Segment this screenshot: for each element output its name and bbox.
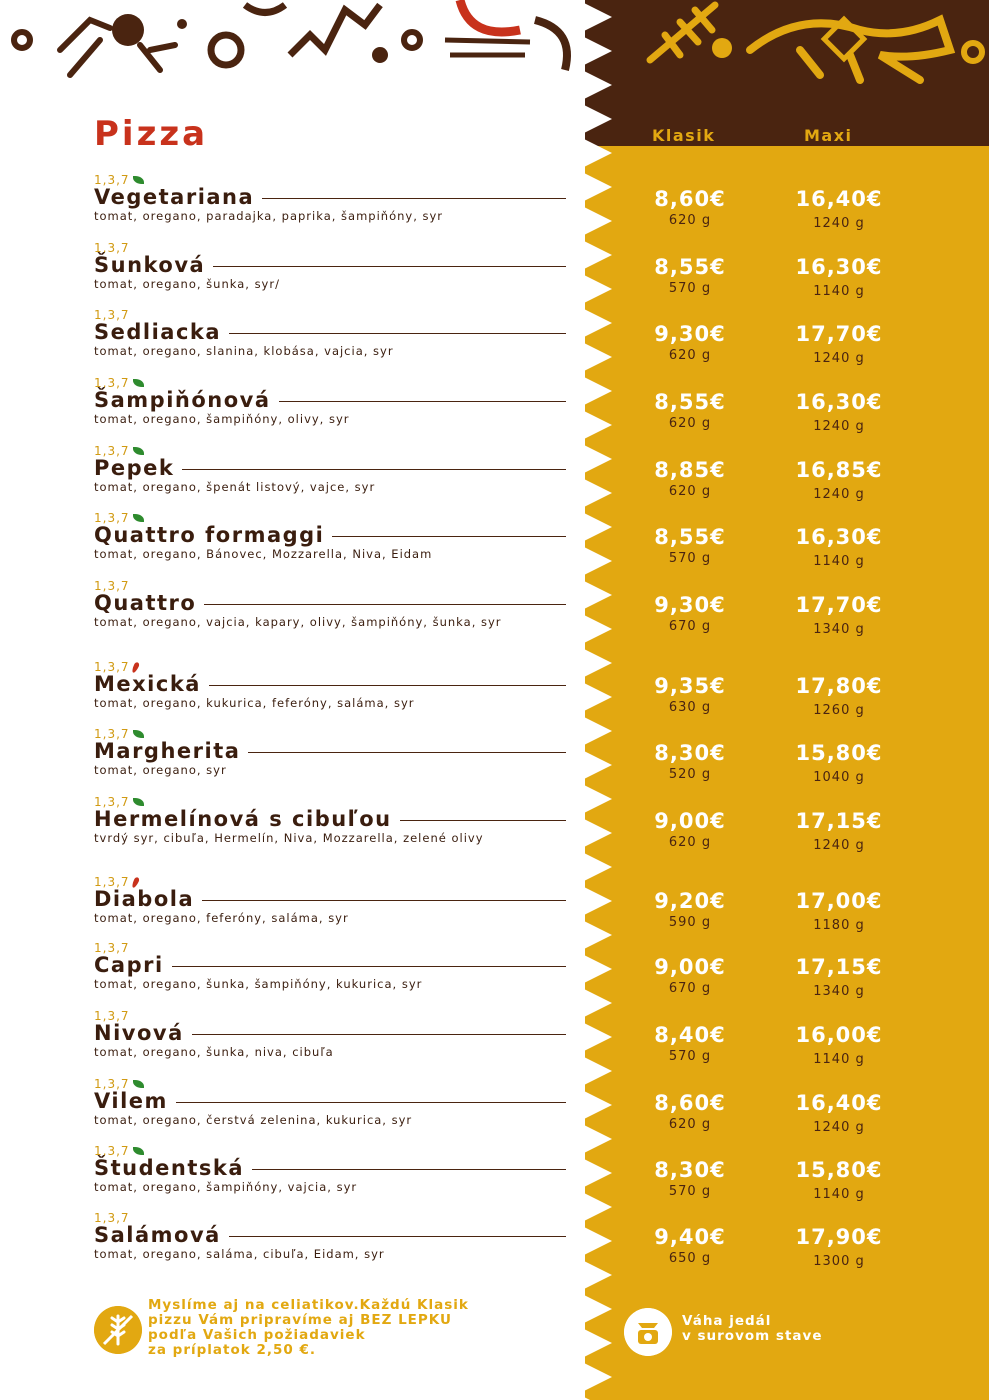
weight-maxi: 1240 g	[813, 351, 865, 366]
zigzag-ornament	[290, 5, 380, 55]
item-divider-line	[400, 820, 566, 821]
allergen-codes: 1,3,7	[94, 376, 144, 390]
item-name: Študentská	[94, 1156, 245, 1180]
gluten-free-text	[148, 1298, 568, 1358]
weight-klasik: 590 g	[668, 915, 712, 930]
weight-klasik: 620 g	[668, 1117, 712, 1132]
item-ingredients: tomat, oregano, paradajka, paprika, šampiňóny, syr	[94, 209, 444, 223]
allergen-codes: 1,3,7	[94, 941, 130, 955]
gluten-line-2: pizzu Vám pripravíme aj BEZ LEPKU	[148, 1312, 452, 1328]
item-divider-line	[182, 469, 566, 470]
price-klasik: 9,30€	[654, 593, 726, 617]
vegetarian-leaf-icon	[133, 730, 144, 738]
price-klasik: 8,30€	[654, 741, 726, 765]
price-maxi: 15,80€	[795, 741, 883, 765]
price-klasik: 9,40€	[654, 1225, 726, 1249]
item-name: Hermelínová s cibuľou	[94, 807, 392, 831]
price-klasik: 9,35€	[654, 674, 726, 698]
spiral-ornament	[460, 0, 520, 32]
weight-klasik: 570 g	[668, 1184, 712, 1199]
weight-maxi: 1040 g	[813, 770, 865, 785]
weight-maxi: 1340 g	[813, 622, 865, 637]
page-title: Pizza	[94, 114, 209, 154]
menu-item	[0, 941, 989, 1009]
weight-klasik: 630 g	[668, 700, 712, 715]
item-name: Sedliacka	[94, 320, 222, 344]
price-maxi: 17,90€	[795, 1225, 883, 1249]
weight-maxi: 1140 g	[813, 1187, 865, 1202]
vegetarian-leaf-icon	[133, 514, 144, 522]
item-divider-line	[332, 536, 566, 537]
weight-klasik: 620 g	[668, 835, 712, 850]
price-klasik: 8,55€	[654, 525, 726, 549]
weight-maxi: 1300 g	[813, 1254, 865, 1269]
item-divider-line	[202, 900, 566, 901]
curve-ornament	[245, 5, 285, 13]
menu-item	[0, 1077, 989, 1145]
weight-klasik: 670 g	[668, 619, 712, 634]
item-name-row	[94, 887, 566, 911]
vegetarian-leaf-icon	[133, 379, 144, 387]
price-maxi: 17,15€	[795, 955, 883, 979]
item-ingredients: tomat, oregano, Bánovec, Mozzarella, Niva, Eidam	[94, 547, 433, 561]
ring-ornament	[211, 35, 241, 65]
price-klasik: 9,00€	[654, 809, 726, 833]
gluten-line-4: za príplatok 2,50 €.	[148, 1342, 316, 1358]
item-ingredients: tomat, oregano, šunka, šampiňóny, kukurica, syr	[94, 977, 423, 991]
vegetarian-leaf-icon	[133, 1080, 144, 1088]
item-ingredients: tomat, oregano, čerstvá zelenina, kukurica, syr	[94, 1113, 413, 1127]
price-klasik: 9,20€	[654, 889, 726, 913]
weight-klasik: 650 g	[668, 1251, 712, 1266]
frog-ornament-body	[112, 14, 144, 46]
menu-item	[0, 660, 989, 728]
allergen-codes: 1,3,7	[94, 1144, 144, 1158]
allergen-codes: 1,3,7	[94, 308, 130, 322]
price-maxi: 17,80€	[795, 674, 883, 698]
item-ingredients: tvrdý syr, cibuľa, Hermelín, Niva, Mozzarella, zelené olivy	[94, 831, 484, 845]
weight-klasik: 520 g	[668, 767, 712, 782]
allergen-codes: 1,3,7	[94, 795, 144, 809]
menu-item	[0, 444, 989, 512]
item-divider-line	[176, 1102, 566, 1103]
item-name-row	[94, 591, 566, 615]
item-ingredients: tomat, oregano, slanina, klobása, vajcia, syr	[94, 344, 394, 358]
price-maxi: 16,30€	[795, 255, 883, 279]
weight-klasik: 570 g	[668, 551, 712, 566]
item-name: Quattro formaggi	[94, 523, 325, 547]
item-name: Capri	[94, 953, 164, 977]
allergen-codes: 1,3,7	[94, 241, 130, 255]
item-ingredients: tomat, oregano, syr	[94, 763, 227, 777]
item-divider-line	[229, 333, 566, 334]
column-header-klasik: Klasik	[652, 126, 716, 145]
price-maxi: 16,30€	[795, 390, 883, 414]
item-name: Mexická	[94, 672, 201, 696]
weight-klasik: 670 g	[668, 981, 712, 996]
menu-item	[0, 511, 989, 579]
weight-line-2: v surovom stave	[682, 1328, 823, 1344]
dot-ornament	[372, 47, 388, 63]
allergen-codes: 1,3,7	[94, 1009, 130, 1023]
weight-klasik: 570 g	[668, 281, 712, 296]
menu-item	[0, 1144, 989, 1212]
menu-item	[0, 241, 989, 309]
menu-item	[0, 173, 989, 241]
item-name: Margherita	[94, 739, 241, 763]
gluten-free-highlight: BEZ LEPKU	[360, 1312, 452, 1328]
vegetarian-leaf-icon	[133, 176, 144, 184]
price-maxi: 17,00€	[795, 889, 883, 913]
allergen-codes: 1,3,7	[94, 875, 138, 889]
gluten-free-notice	[94, 1298, 554, 1368]
item-ingredients: tomat, oregano, kukurica, feferóny, saláma, syr	[94, 696, 415, 710]
price-maxi: 17,70€	[795, 322, 883, 346]
item-name: Salámová	[94, 1223, 221, 1247]
price-klasik: 9,30€	[654, 322, 726, 346]
price-maxi: 16,30€	[795, 525, 883, 549]
item-divider-line	[279, 401, 566, 402]
item-name-row	[94, 1089, 566, 1113]
weight-maxi: 1340 g	[813, 984, 865, 999]
item-name-row	[94, 672, 566, 696]
item-name-row	[94, 953, 566, 977]
ring-ornament	[14, 32, 30, 48]
item-name: Quattro	[94, 591, 197, 615]
weight-klasik: 620 g	[668, 348, 712, 363]
item-name-row	[94, 320, 566, 344]
weight-text	[682, 1314, 822, 1344]
vegetarian-leaf-icon	[133, 798, 144, 806]
menu-item	[0, 875, 989, 943]
menu-item	[0, 727, 989, 795]
ring-ornament	[964, 43, 982, 61]
weight-maxi: 1140 g	[813, 284, 865, 299]
item-ingredients: tomat, oregano, šampiňóny, olivy, syr	[94, 412, 350, 426]
menu-item	[0, 308, 989, 376]
item-divider-line	[204, 604, 566, 605]
gluten-free-icon	[94, 1306, 142, 1354]
weight-maxi: 1240 g	[813, 216, 865, 231]
price-klasik: 8,85€	[654, 458, 726, 482]
dot-ornament	[177, 19, 187, 29]
allergen-codes: 1,3,7	[94, 173, 144, 187]
gluten-line-3: podľa Vašich požiadaviek	[148, 1327, 366, 1343]
allergen-codes: 1,3,7	[94, 444, 144, 458]
menu-item	[0, 1211, 989, 1279]
item-divider-line	[209, 685, 566, 686]
price-klasik: 9,00€	[654, 955, 726, 979]
stripe-ornament	[445, 40, 530, 55]
item-name-row	[94, 1156, 566, 1180]
item-divider-line	[213, 266, 566, 267]
weight-maxi: 1180 g	[813, 918, 865, 933]
weight-maxi: 1140 g	[813, 1052, 865, 1067]
weight-klasik: 620 g	[668, 416, 712, 431]
item-divider-line	[229, 1236, 566, 1237]
menu-item	[0, 1009, 989, 1077]
tribal-decoration-right	[620, 0, 989, 95]
item-ingredients: tomat, oregano, vajcia, kapary, olivy, šampiňóny, šunka, syr	[94, 615, 502, 629]
item-ingredients: tomat, oregano, šampiňóny, vajcia, syr	[94, 1180, 358, 1194]
item-divider-line	[248, 752, 566, 753]
item-name: Šampiňónová	[94, 388, 271, 412]
allergen-codes: 1,3,7	[94, 660, 138, 674]
price-klasik: 8,60€	[654, 1091, 726, 1115]
menu-item	[0, 376, 989, 444]
allergen-codes: 1,3,7	[94, 1077, 144, 1091]
price-klasik: 8,60€	[654, 187, 726, 211]
vegetarian-leaf-icon	[133, 447, 144, 455]
weight-maxi: 1240 g	[813, 838, 865, 853]
item-name-row	[94, 1223, 566, 1247]
dot-ornament	[712, 38, 732, 58]
item-name: Nivová	[94, 1021, 184, 1045]
price-klasik: 8,30€	[654, 1158, 726, 1182]
item-name-row	[94, 253, 566, 277]
gluten-line-1: Myslíme aj na celiatikov.Každú Klasik	[148, 1297, 469, 1313]
allergen-codes: 1,3,7	[94, 1211, 130, 1225]
price-maxi: 16,85€	[795, 458, 883, 482]
item-ingredients: tomat, oregano, feferóny, saláma, syr	[94, 911, 349, 925]
price-maxi: 16,40€	[795, 1091, 883, 1115]
weight-maxi: 1240 g	[813, 419, 865, 434]
price-maxi: 16,40€	[795, 187, 883, 211]
allergen-codes: 1,3,7	[94, 579, 130, 593]
item-name: Pepek	[94, 456, 175, 480]
allergen-codes: 1,3,7	[94, 727, 144, 741]
price-maxi: 17,70€	[795, 593, 883, 617]
weight-klasik: 620 g	[668, 213, 712, 228]
item-name-row	[94, 456, 566, 480]
fishbone-ornament	[650, 5, 715, 60]
kitchen-scale-icon	[624, 1308, 672, 1356]
menu-item	[0, 579, 989, 647]
item-name: Vilem	[94, 1089, 168, 1113]
item-name-row	[94, 523, 566, 547]
item-name: Šunková	[94, 253, 206, 277]
weight-klasik: 620 g	[668, 484, 712, 499]
item-name-row	[94, 807, 566, 831]
price-maxi: 16,00€	[795, 1023, 883, 1047]
item-name-row	[94, 388, 566, 412]
weight-maxi: 1260 g	[813, 703, 865, 718]
weight-maxi: 1240 g	[813, 1120, 865, 1135]
item-name: Diabola	[94, 887, 195, 911]
item-divider-line	[252, 1169, 566, 1170]
column-header-maxi: Maxi	[804, 126, 853, 145]
beak-ornament	[535, 20, 567, 70]
item-ingredients: tomat, oregano, saláma, cibuľa, Eidam, syr	[94, 1247, 385, 1261]
item-ingredients: tomat, oregano, šunka, niva, cibuľa	[94, 1045, 334, 1059]
item-divider-line	[172, 966, 566, 967]
item-name-row	[94, 185, 566, 209]
price-klasik: 8,55€	[654, 390, 726, 414]
vegetarian-leaf-icon	[133, 1147, 144, 1155]
price-maxi: 17,15€	[795, 809, 883, 833]
item-name-row	[94, 1021, 566, 1045]
item-ingredients: tomat, oregano, šunka, syr/	[94, 277, 280, 291]
tribal-decoration-left	[0, 0, 585, 80]
weight-line-1: Váha jedál	[682, 1313, 772, 1329]
item-name-row	[94, 739, 566, 763]
gluten-surcharge: 2,50 €.	[256, 1342, 316, 1358]
weight-klasik: 570 g	[668, 1049, 712, 1064]
ring-ornament	[404, 32, 420, 48]
price-maxi: 15,80€	[795, 1158, 883, 1182]
weight-maxi: 1140 g	[813, 554, 865, 569]
item-ingredients: tomat, oregano, špenát listový, vajce, syr	[94, 480, 376, 494]
menu-item	[0, 795, 989, 863]
item-divider-line	[262, 198, 566, 199]
item-name: Vegetariana	[94, 185, 255, 209]
price-klasik: 8,55€	[654, 255, 726, 279]
price-klasik: 8,40€	[654, 1023, 726, 1047]
weight-maxi: 1240 g	[813, 487, 865, 502]
weight-notice	[624, 1302, 924, 1362]
item-divider-line	[192, 1034, 566, 1035]
allergen-codes: 1,3,7	[94, 511, 144, 525]
